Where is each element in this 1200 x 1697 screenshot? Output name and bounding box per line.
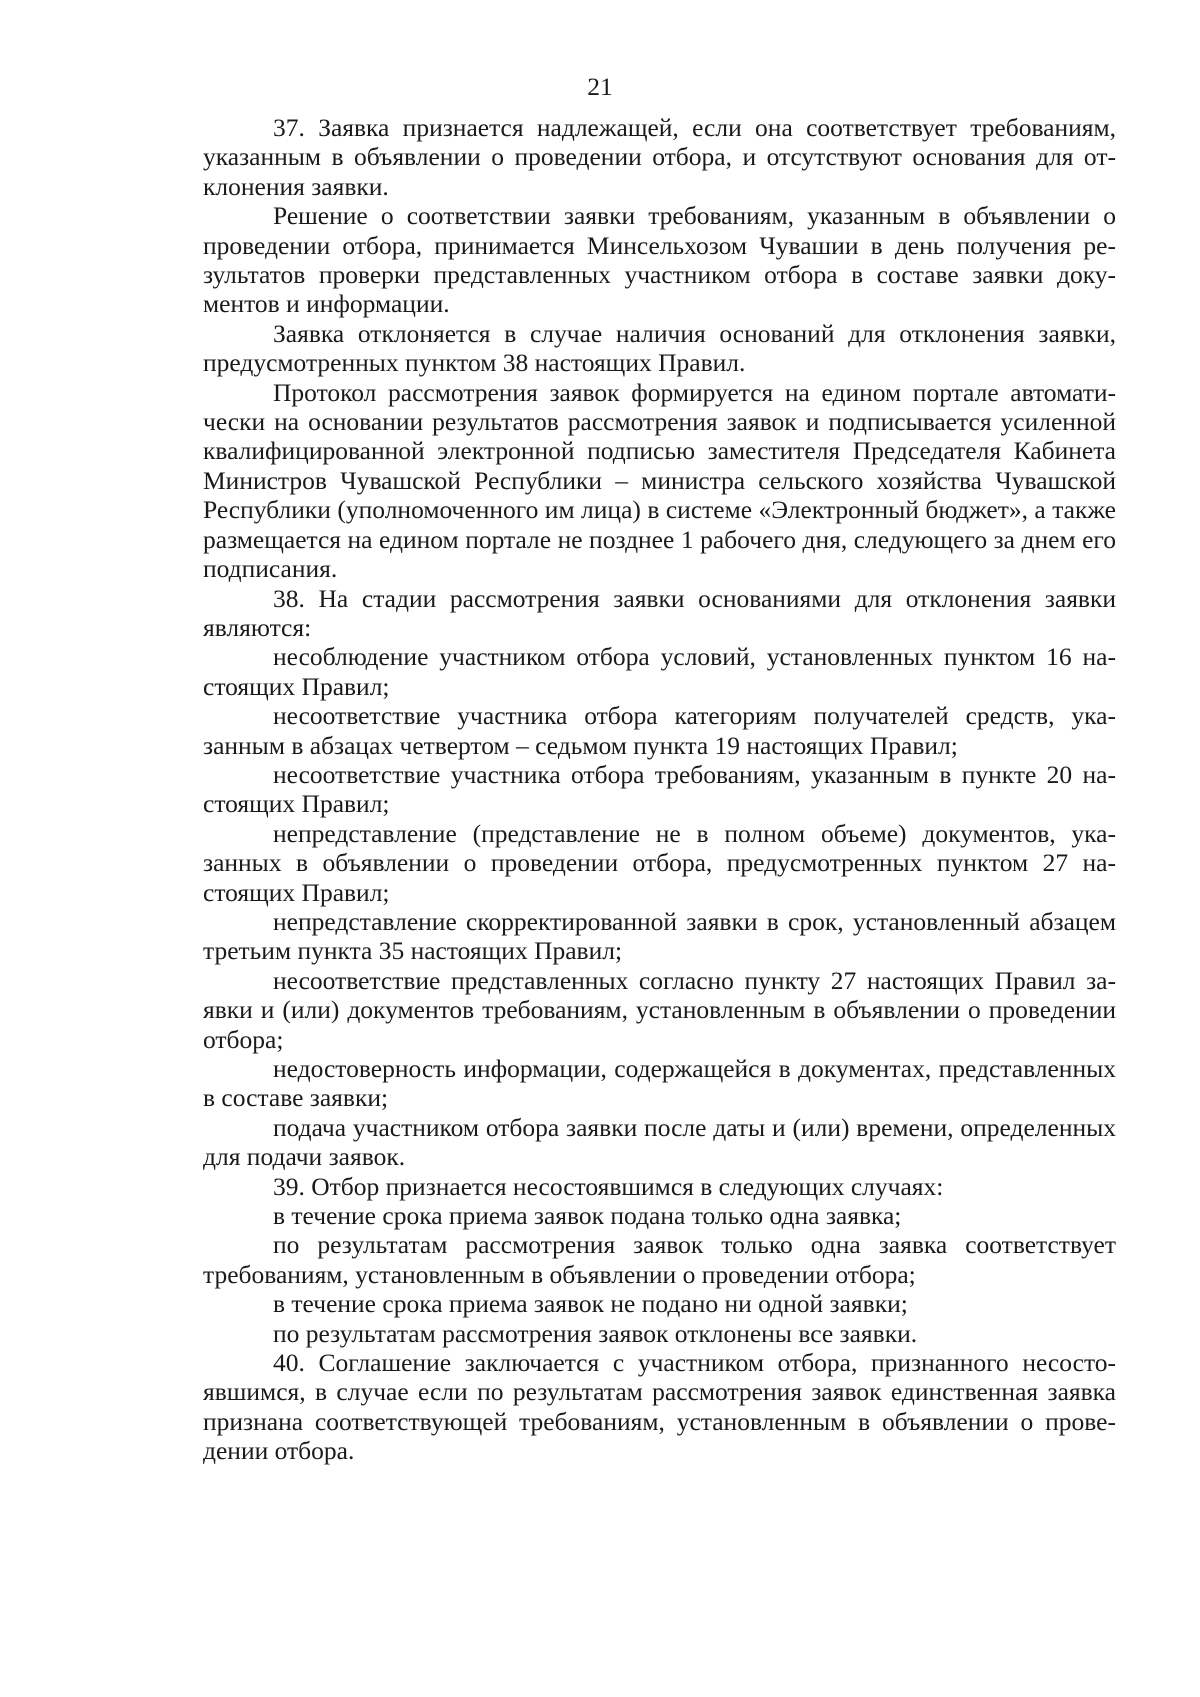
list-item: в течение срока приема заявок не подано ни одной заявки; bbox=[273, 1289, 908, 1319]
paragraph-rejection: Заявка отклоняется в случае наличия оснований для отклонения заявки, предусмотренных пунктом 38 настоящих Правил. bbox=[203, 318, 1116, 378]
document-body bbox=[203, 113, 1116, 1466]
list-item: по результатам рассмотрения заявок только одна заявка соответствует требованиям, установленным в объявлении о проведении отбора; bbox=[203, 1230, 1116, 1289]
list-item: в течение срока приема заявок подана только одна заявка; bbox=[273, 1201, 902, 1231]
list-item: подача участником отбора заявки после даты и (или) времени, определенных для подачи заявок. bbox=[203, 1112, 1116, 1172]
list-item: несоответствие участника отбора категориям получателей средств, указанным в абзацах четвертом – седьмом пункта 19 настоящих Правил; bbox=[203, 701, 1116, 760]
paragraph-protocol: Протокол рассмотрения заявок формируется на едином портале автоматически на основании результатов рассмотрения заявок и подписывается усиленной квалифицированной электронной подписью заместителя Председателя Кабинета Министров Чувашской Республики – министра сельского хозяйства Чувашской Республики (уполномоченного им лица) в системе «Электронный бюджет», а также размещается на едином портале не позднее 1 рабочего дня, следующего за днем его подписания. bbox=[203, 377, 1116, 584]
list-item: непредставление (представление не в полном объеме) документов, указанных в объявлении о проведении отбора, предусмотренных пунктом 27 настоящих Правил; bbox=[203, 818, 1116, 907]
list-item: недостоверность информации, содержащейся в документах, представленных в составе заявки; bbox=[203, 1054, 1116, 1113]
page-number: 21 bbox=[587, 72, 613, 101]
list-item: несоблюдение участником отбора условий, установленных пунктом 16 настоящих Правил; bbox=[203, 642, 1116, 701]
list-item: непредставление скорректированной заявки в срок, установленный абзацем третьим пункта 35 настоящих Правил; bbox=[203, 906, 1116, 966]
list-item: несоответствие представленных согласно пункту 27 настоящих Правил заявки и (или) документов требованиям, установленным в объявлении о проведении отбора; bbox=[203, 965, 1116, 1054]
paragraph-decision: Решение о соответствии заявки требованиям, указанным в объявлении о проведении отбора, принимается Минсельхозом Чувашии в день получения результатов проверки представленных участником отбора в составе заявки документов и информации. bbox=[203, 201, 1116, 319]
paragraph-39: 39. Отбор признается несостоявшимся в следующих случаях: bbox=[273, 1171, 944, 1201]
paragraph-40: 40. Соглашение заключается с участником отбора, признанного несостоявшимся, в случае если по результатам рассмотрения заявок единственная заявка признана соответствующей требованиям, установленным в объявлении о проведении отбора. bbox=[203, 1348, 1116, 1466]
list-item: по результатам рассмотрения заявок отклонены все заявки. bbox=[273, 1318, 918, 1348]
paragraph-38: 38. На стадии рассмотрения заявки основаниями для отклонения заявки являются: bbox=[203, 583, 1116, 642]
paragraph-37: 37. Заявка признается надлежащей, если она соответствует требованиям, указанным в объявлении о проведении отбора, и отсутствуют основания для отклонения заявки. bbox=[203, 113, 1116, 201]
list-item: несоответствие участника отбора требованиям, указанным в пункте 20 настоящих Правил; bbox=[203, 759, 1116, 819]
